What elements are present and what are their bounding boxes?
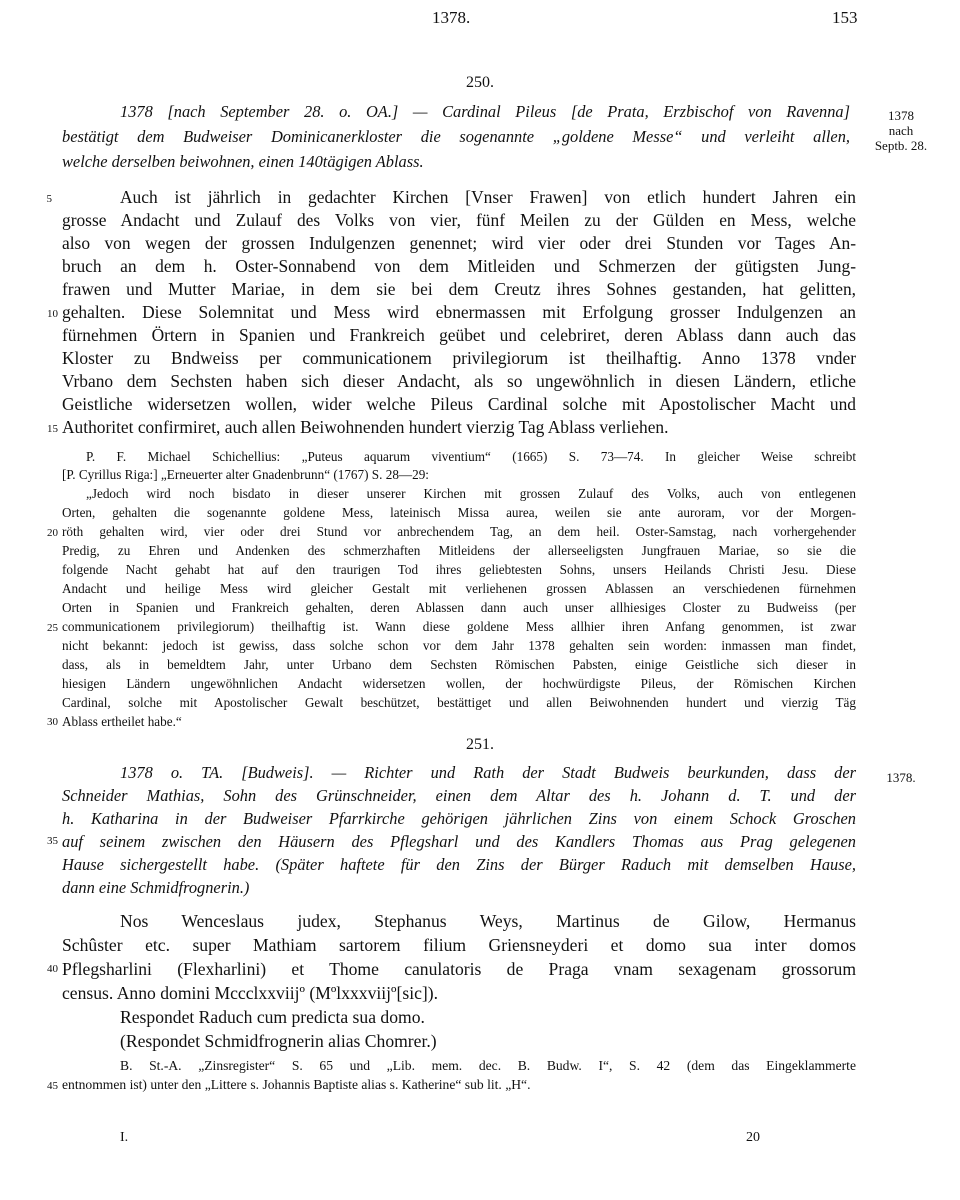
line-number: 40 <box>47 963 58 975</box>
source-line: B. St.-A. „Zinsregister“ S. 65 und „Lib. mem. dec. B. Budw. I“, S. 42 (dem das Eingeklammerte <box>120 1058 856 1073</box>
regest-line: bestätigt dem Budweiser Dominicanerkloster die sogenannte „goldene Messe“ und verleiht allen, <box>62 127 850 146</box>
line-number: 20 <box>47 527 58 539</box>
quote-line: „Jedoch wird noch bisdato in dieser unserer Kirchen mit grossen Zulauf des Volks, auch von entlegenen <box>86 486 856 501</box>
line-number: 45 <box>47 1080 58 1092</box>
text-line: (Respondet Schmidfrognerin alias Chomrer.) <box>120 1031 437 1051</box>
text-line: Authoritet confirmiret, auch allen Beiwohnenden hundert vierzig Tag Ablass verliehen. <box>62 417 669 437</box>
text-line: Auch ist jährlich in gedachter Kirchen [Vnser Frawen] von etlich hundert Jahren ein <box>120 187 856 207</box>
regest-line: welche derselben beiwohnen, einen 140tägigen Ablass. <box>62 152 424 171</box>
margin-date-word: nach <box>888 123 914 138</box>
regest-line: h. Katharina in der Budweiser Pfarrkirche gehörigen jährlichen Zins von einem Schock Groschen <box>62 809 856 828</box>
line-number: 25 <box>47 622 58 634</box>
text-line: grosse Andacht und Zulauf des Volks von vier, fünf Meilen zu der Gülden en Mess, welche <box>62 210 856 230</box>
sheet-signature: 20 <box>746 1130 760 1145</box>
quote-line: communicationem privilegiorum) theilhaftig ist. Wann diese goldene Mess allhier ihren Anfang genommen, ist zwar <box>62 619 856 634</box>
document-number: 251. <box>466 736 494 753</box>
margin-date-year: 1378 <box>888 108 914 123</box>
text-line: gehalten. Diese Solemnitat und Mess wird ebnermassen mit Erfolgung grosser Indulgenzen an <box>62 302 856 322</box>
page-number: 153 <box>832 8 858 27</box>
text-line: fürnehmen Örtern in Spanien und Frankreich geübet und celebriret, deren Ablass dann auch das <box>62 325 856 345</box>
volume-signature: I. <box>120 1130 129 1145</box>
regest-line: Schneider Mathias, Sohn des Grünschneider, einen dem Altar des h. Johann d. T. und der <box>62 786 856 805</box>
text-line: bruch an dem h. Oster-Sonnabend von dem Mitleiden und Schmerzen der gütigsten Jung- <box>62 256 856 276</box>
text-line: Respondet Raduch cum predicta sua domo. <box>120 1007 425 1027</box>
text-line: Kloster zu Bndweiss per communicationem privilegiorum ist theilhaftig. Anno 1378 vnder <box>62 348 856 368</box>
text-line: Pflegsharlini (Flexharlini) et Thome canulatoris de Praga vnam sexagenam grossorum <box>62 959 856 979</box>
line-number: 30 <box>47 716 58 728</box>
text-line: also von wegen der grossen Indulgenzen genennet; wird vier oder drei Stunden vor Tages An- <box>62 233 856 253</box>
regest-line: dann eine Schmidfrognerin.) <box>62 878 250 897</box>
line-number: 10 <box>47 308 58 320</box>
regest-line: 1378 o. TA. [Budweis]. — Richter und Rath der Stadt Budweis beurkunden, dass der <box>120 763 856 782</box>
source-line: entnommen ist) unter den „Littere s. Johannis Baptiste alias s. Katherine“ sub lit. „H“. <box>62 1077 531 1092</box>
quote-line: Andacht und heilige Mess wird gleicher Gestalt mit verliehenen grossen Ablassen an verschiedenen fürnehmen <box>62 581 856 596</box>
regest-line: Hause sichergestellt habe. (Später haftete für den Zins der Bürger Raduch mit demselben Hause, <box>62 855 856 874</box>
quote-line: Ablass ertheilet habe.“ <box>62 714 182 729</box>
line-number: 35 <box>47 835 58 847</box>
quote-line: nicht bekannt: jedoch ist gewiss, dass solche schon vor dem Jahr 1378 gehalten sein worden: inmassen man findet, <box>62 638 856 653</box>
quote-line: Orten, gehalten die sogenannte goldene Mess, lateinisch Missa aurea, weilen sie ante auroram, vor der Morgen- <box>62 505 856 520</box>
quote-line: Orten in Spanien und Frankreich gehalten, deren Ablassen dann auch unser allhiesiges Closter zu Budweiss (per <box>62 600 856 615</box>
text-line: frawen und Mutter Mariae, in dem sie bei dem Creutz ihres Sohnes gestanden, hat gelitten, <box>62 279 856 299</box>
text-line: Nos Wenceslaus judex, Stephanus Weys, Martinus de Gilow, Hermanus <box>120 911 856 931</box>
line-number: 15 <box>47 423 58 435</box>
margin-date-day: Septb. 28. <box>874 138 928 153</box>
quote-line: Predig, zu Ehren und Andenken des schmerzhaften Mitleidens der allerseeligsten Jungfrauen Mariae, so sie die <box>62 543 856 558</box>
note-line: P. F. Michael Schichellius: „Puteus aquarum viventium“ (1665) S. 73—74. In gleicher Weise schreibt <box>86 449 856 464</box>
margin-date <box>862 108 940 153</box>
quote-line: folgende Nacht gehabt hat auf den traurigen Tod ihres geliebtesten Sohns, unsers Heilands Christi Jesu. Diese <box>62 562 856 577</box>
note-line: [P. Cyrillus Riga:] „Erneuerter alter Gnadenbrunn“ (1767) S. 28—29: <box>62 467 429 482</box>
quote-line: röth gehalten wird, vier oder drei Stund vor anbrechendem Tag, an dem heil. Oster-Samstag, nach vorhergehender <box>62 524 856 539</box>
regest-line: 1378 [nach September 28. o. OA.] — Cardinal Pileus [de Prata, Erzbischof von Ravenna] <box>120 102 850 121</box>
text-line: Geistliche widersetzen wollen, wider welche Pileus Cardinal solche mit Apostolischer Macht und <box>62 394 856 414</box>
quote-line: hiesigen Ländern ungewöhnlichen Andacht widersetzen wollen, der hochwürdigste Pileus, der Römischen Kirchen <box>62 676 856 691</box>
header-year: 1378. <box>432 8 471 27</box>
text-line: census. Anno domini Mccclxxviijº (Mºlxxxviijº[sic]). <box>62 983 439 1003</box>
margin-date: 1378. <box>886 770 916 785</box>
text-line: Vrbano dem Sechsten haben sich dieser Andacht, als so ungewöhnlich in diesen Ländern, etliche <box>62 371 856 391</box>
line-number: 5 <box>46 193 52 205</box>
regest-line: auf seinem zwischen den Häusern des Pflegsharl und des Kandlers Thomas aus Prag gelegenen <box>62 832 856 851</box>
quote-line: dass, als in bemeldtem Jahr, unter Urbano dem Sechsten Römischen Pabsten, einige Geistliche sich dieser in <box>62 657 856 672</box>
quote-line: Cardinal, solche mit Apostolischer Gewalt beschützet, bestättiget und allen Beiwohnenden hundert und vierzig Täg <box>62 695 856 710</box>
document-number: 250. <box>466 74 494 91</box>
text-line: Schûster etc. super Mathiam sartorem filium Griensneyderi et domo sua inter domos <box>62 935 856 955</box>
